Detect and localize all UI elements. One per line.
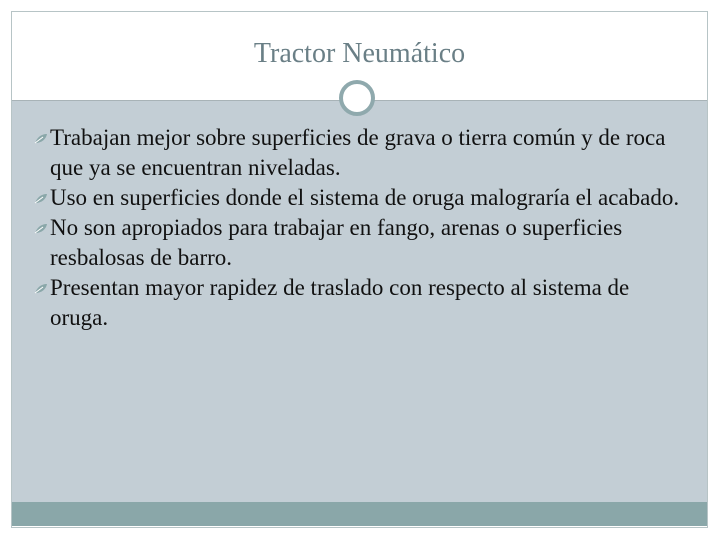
leaf-bullet-icon	[34, 133, 48, 145]
bullet-list	[38, 123, 688, 333]
footer-bar	[12, 502, 707, 526]
bullet-text: No son apropiados para trabajar en fango, arenas o superficies resbalosas de barro.	[50, 215, 623, 270]
leaf-bullet-icon	[34, 283, 48, 295]
slide-title: Tractor Neumático	[253, 38, 466, 69]
bullet-item	[38, 183, 688, 213]
bullet-text: Uso en superficies donde el sistema de oruga malograría el acabado.	[50, 185, 680, 210]
bullet-text: Presentan mayor rapidez de traslado con respecto al sistema de oruga.	[50, 275, 630, 330]
bullet-item	[38, 123, 688, 183]
leaf-bullet-icon	[34, 223, 48, 235]
leaf-bullet-icon	[34, 193, 48, 205]
bullet-item	[38, 213, 688, 273]
ring-ornament-icon	[339, 80, 375, 116]
bullet-text: Trabajan mejor sobre superficies de grava o tierra común y de roca que ya se encuentran niveladas.	[50, 125, 666, 180]
bullet-item	[38, 273, 688, 333]
